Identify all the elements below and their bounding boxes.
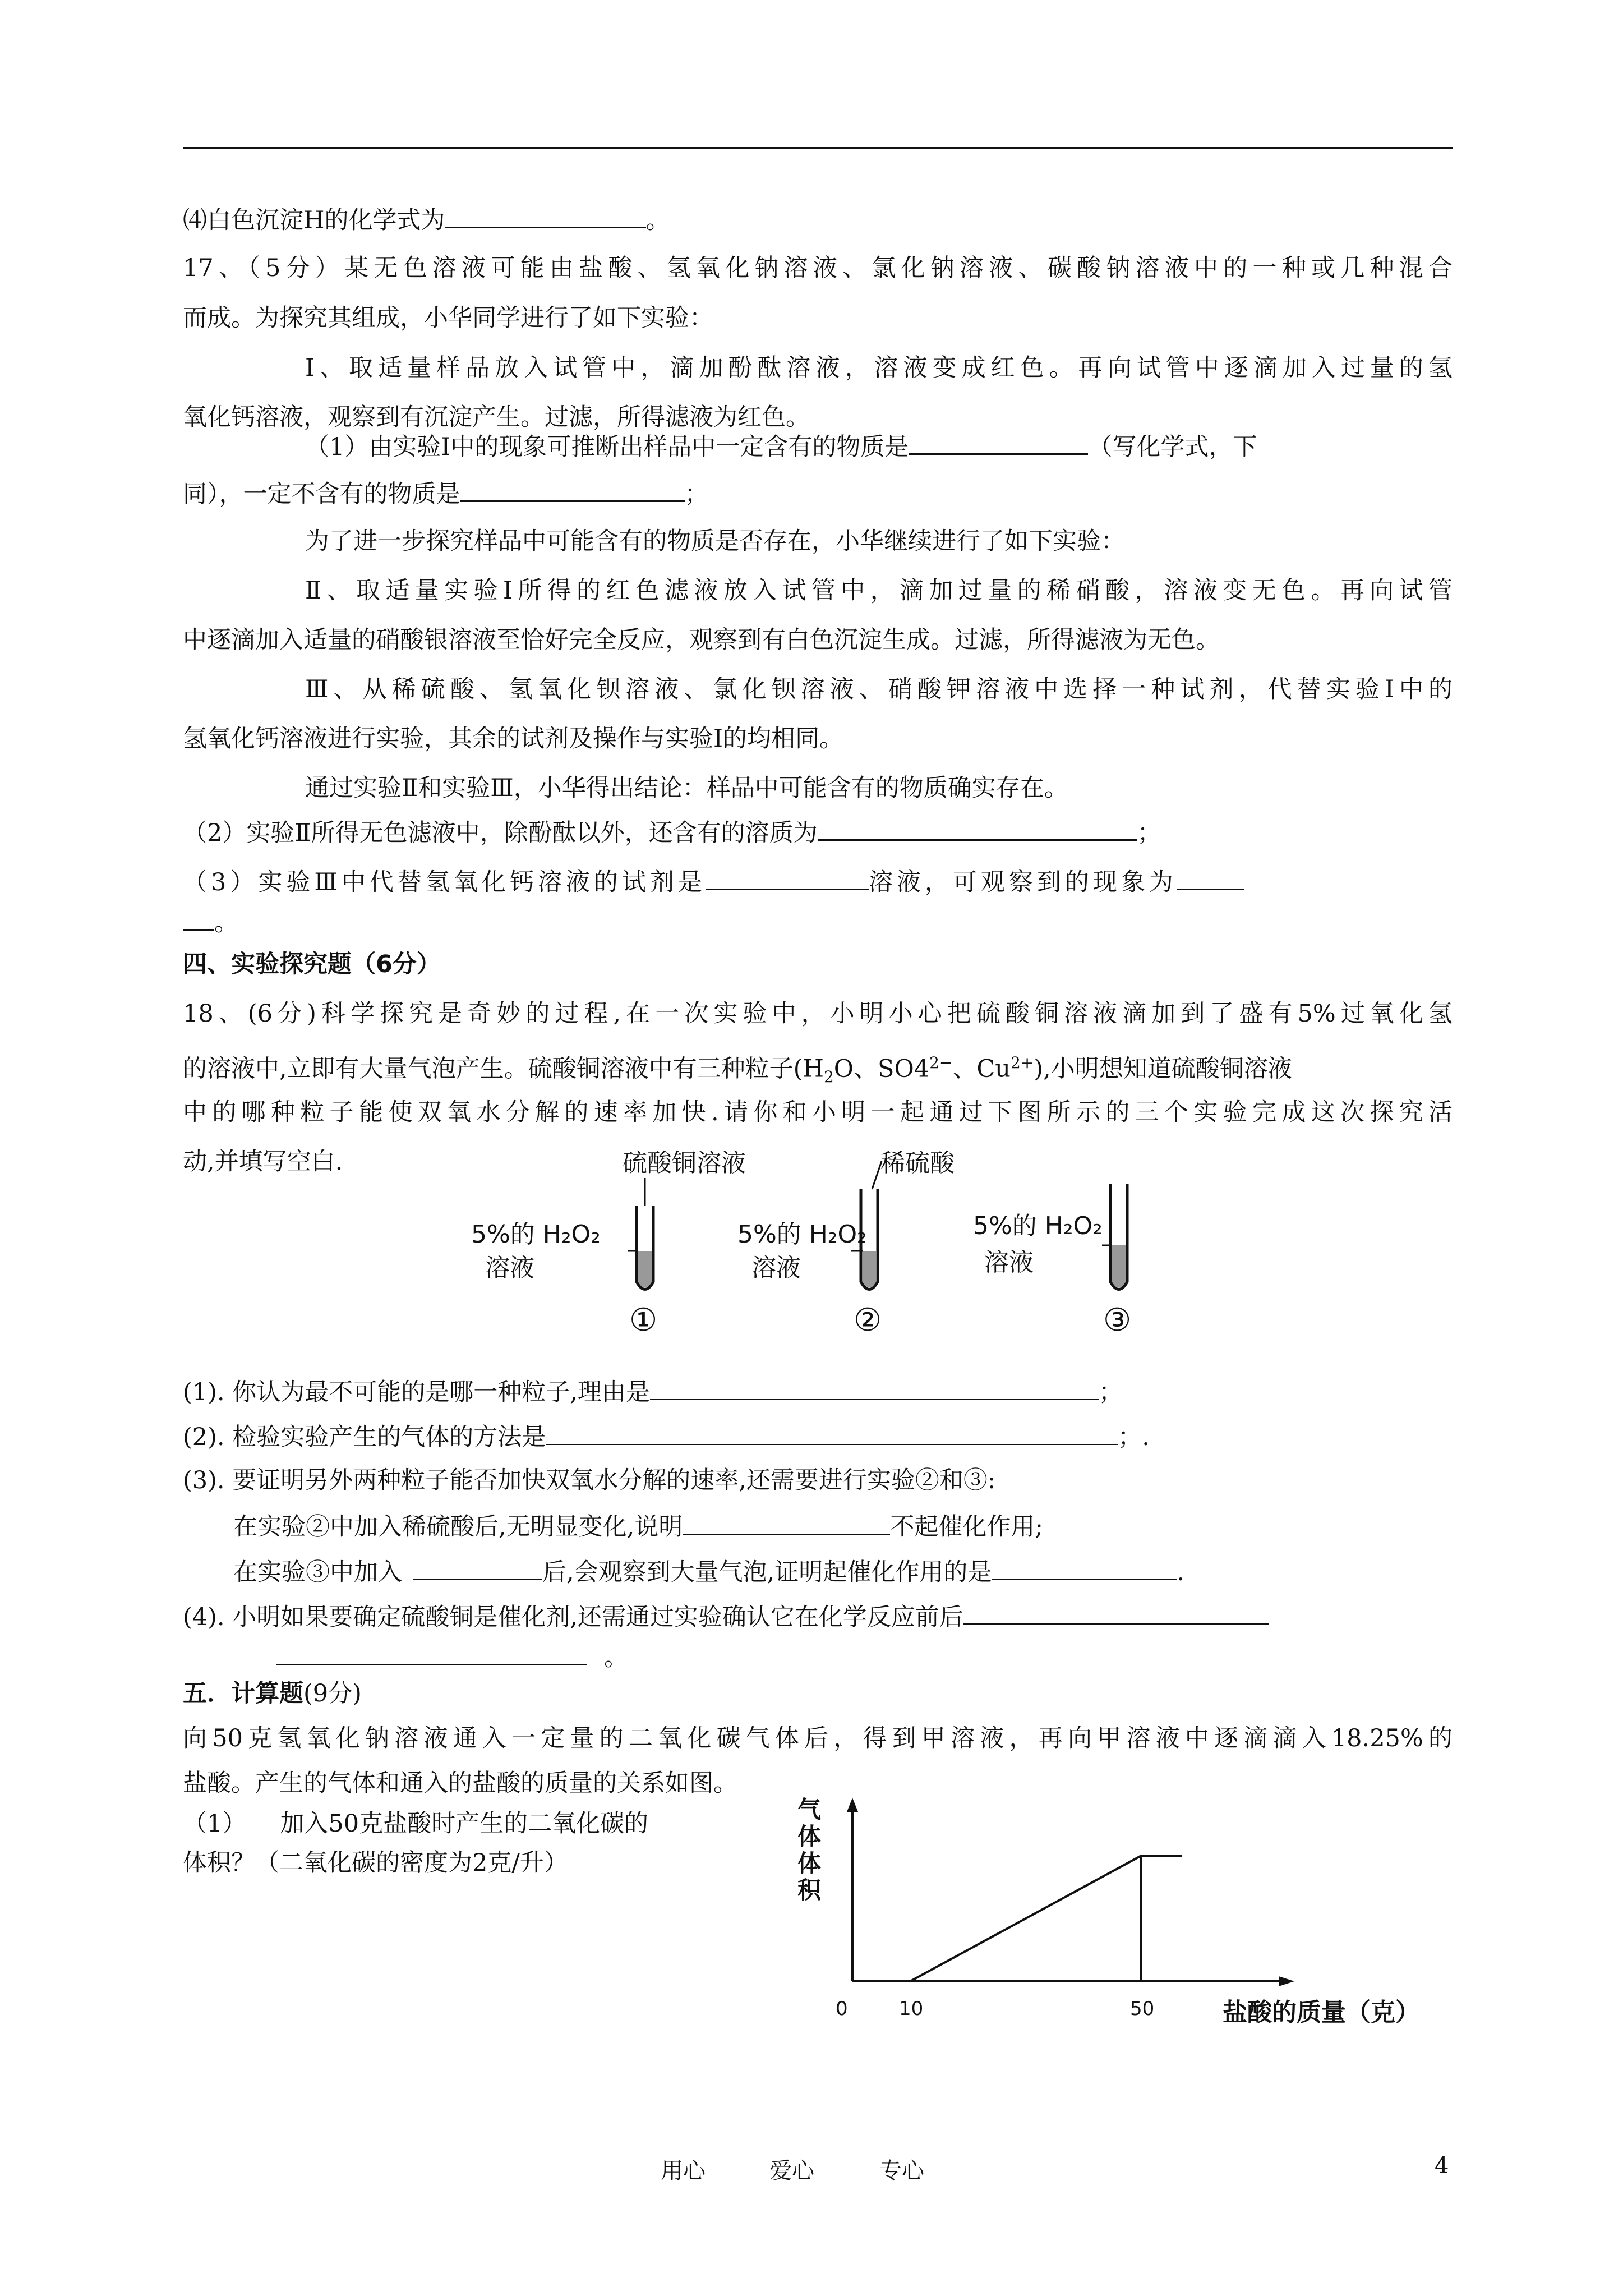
text: 。	[604, 1644, 628, 1672]
tube-1-label-1: 5%的 H₂O₂	[471, 1220, 601, 1249]
text: （2）实验Ⅱ所得无色滤液中，除酚酞以外，还含有的溶质为	[183, 819, 818, 847]
q17-line-12: 通过实验Ⅱ和实验Ⅲ，小华得出结论：样品中可能含有的物质确实存在。	[305, 774, 1068, 802]
q17-line-9: 中逐滴加入适量的硝酸银溶液至恰好完全反应，观察到有白色沉淀生成。过滤，所得滤液为无色。	[183, 626, 1220, 654]
q16-4-line	[183, 202, 670, 237]
q17-line-13	[183, 815, 1161, 849]
answer-blank[interactable]	[909, 429, 1088, 455]
y-axis-label-char: 积	[797, 1876, 822, 1904]
q17-line-8: Ⅱ、取适量实验Ⅰ所得的红色滤液放入试管中，滴加过量的稀硝酸，溶液变无色。再向试管	[305, 577, 1453, 605]
tube-1-label-2: 溶液	[485, 1254, 534, 1282]
q18-line-4: 动,并填写空白.	[183, 1148, 343, 1176]
text: （1）	[183, 1810, 247, 1838]
answer-blank[interactable]	[460, 476, 685, 502]
text: 后,会观察到大量气泡,证明起催化作用的是	[542, 1558, 992, 1586]
gas-volume-chart	[797, 1789, 1447, 2047]
tube-2-reagent-label: 稀硫酸	[880, 1149, 955, 1177]
answer-blank[interactable]	[963, 1599, 1269, 1625]
footer-center-1: 用心	[661, 2158, 706, 2184]
series-line	[852, 1856, 1182, 1981]
q18-line-2	[183, 1047, 1453, 1093]
text: O、SO4	[833, 1055, 930, 1083]
q19-line-3	[183, 1807, 648, 1840]
text: .	[1177, 1558, 1185, 1586]
q18-part-3b	[233, 1554, 1184, 1589]
q18-part-2	[183, 1419, 1150, 1453]
q19-line-1: 向50克氢氧化钠溶液通入一定量的二氧化碳气体后，得到甲溶液，再向甲溶液中逐滴滴入18.25%的	[183, 1724, 1453, 1752]
test-tube-3	[973, 1184, 1131, 1338]
q17-line-11: 氢氧化钙溶液进行实验，其余的试剂及操作与实验Ⅰ的均相同。	[183, 725, 843, 753]
page-number: 4	[1435, 2153, 1449, 2179]
footer-center-3: 专心	[879, 2158, 924, 2184]
text: （写化学式，下	[1088, 433, 1257, 461]
text: 在实验③中加入	[233, 1558, 402, 1586]
q17-line-3: Ⅰ、取适量样品放入试管中，滴加酚酞溶液，溶液变成红色。再向试管中逐滴加入过量的氢	[305, 354, 1453, 382]
x-tick-label: 10	[899, 1998, 924, 2020]
test-tube-1	[471, 1149, 746, 1338]
q17-line-10: Ⅲ、从稀硫酸、氢氧化钡溶液、氯化钡溶液、硝酸钾溶液中选择一种试剂，代替实验Ⅰ中的	[305, 675, 1453, 703]
q18-line-3: 中的哪种粒子能使双氧水分解的速率加快.请你和小明一起通过下图所示的三个实验完成这次探究活	[183, 1098, 1453, 1126]
answer-blank[interactable]	[183, 904, 214, 931]
x-tick-label: 50	[1130, 1998, 1155, 2020]
text: ⑷白色沉淀H的化学式为	[183, 206, 445, 234]
chart-axes	[797, 1796, 1420, 2027]
q19-line-4: 体积？（二氧化碳的密度为2克/升）	[183, 1849, 568, 1877]
text: 的溶液中,立即有大量气泡产生。硫酸铜溶液中有三种粒子(H	[183, 1055, 824, 1083]
q18-part-4	[183, 1599, 1269, 1634]
tube-2-label-1: 5%的 H₂O₂	[737, 1220, 867, 1249]
q18-part-3: (3). 要证明另外两种粒子能否加快双氧水分解的速率,还需要进行实验②和③:	[183, 1466, 996, 1494]
answer-blank[interactable]	[276, 1639, 587, 1665]
text: 。	[645, 206, 670, 234]
text: 在实验②中加入稀硫酸后,无明显变化,说明	[233, 1513, 683, 1541]
text: (4). 小明如果要确定硫酸铜是催化剂,还需通过实验确认它在化学反应前后	[183, 1603, 963, 1631]
q18-part-4-cont	[276, 1639, 628, 1674]
q17-line-5	[305, 429, 1257, 463]
tube-2-number: ②	[854, 1302, 882, 1338]
y-axis-label-char: 气	[797, 1796, 822, 1823]
x-axis-label: 盐酸的质量（克）	[1223, 1998, 1420, 2027]
text: 溶液，可观察到的现象为	[868, 868, 1177, 896]
section-5-heading	[183, 1677, 362, 1710]
tube-2-label-2: 溶液	[751, 1254, 801, 1282]
answer-blank[interactable]	[706, 864, 869, 890]
text: (1). 你认为最不可能的是哪一种粒子,理由是	[183, 1378, 650, 1406]
test-tube-2	[737, 1149, 955, 1338]
text: 五．计算题	[183, 1680, 303, 1708]
y-axis-label-char: 体	[797, 1849, 822, 1877]
superscript: 2−	[929, 1053, 953, 1072]
answer-blank[interactable]	[413, 1554, 542, 1580]
text: 不起催化作用;	[890, 1513, 1043, 1541]
text: (2). 检验实验产生的气体的方法是	[183, 1423, 546, 1451]
text: ；	[684, 480, 709, 508]
y-axis-label-char: 体	[797, 1823, 822, 1850]
q18-line-1: 18、(6分)科学探究是奇妙的过程,在一次实验中，小明小心把硫酸铜溶液滴加到了盛有5%过氧化氢	[183, 1000, 1453, 1028]
q17-line-6	[183, 476, 709, 510]
x-tick-label: 0	[836, 1998, 848, 2020]
q17-line-4: 氧化钙溶液，观察到有沉淀产生。过滤，所得滤液为红色。	[183, 403, 810, 431]
subscript: 2	[823, 1067, 834, 1086]
text: (9分)	[303, 1680, 362, 1708]
answer-blank[interactable]	[992, 1554, 1177, 1580]
tube-3-number: ③	[1103, 1302, 1132, 1338]
text: 同），一定不含有的物质是	[183, 480, 460, 508]
q17-line-7: 为了进一步探究样品中可能含有的物质是否存在，小华继续进行了如下实验：	[305, 527, 1125, 555]
y-axis-arrow	[847, 1798, 858, 1812]
q17-line-2: 而成。为探究其组成，小华同学进行了如下实验：	[183, 304, 713, 332]
answer-blank[interactable]	[650, 1374, 1099, 1400]
chart-marks	[852, 1856, 1182, 1981]
tube-3-label-1: 5%的 H₂O₂	[973, 1212, 1103, 1240]
text: （3）实验Ⅲ中代替氢氧化钙溶液的试剂是	[183, 868, 706, 896]
answer-blank[interactable]	[818, 815, 1137, 841]
q17-line-15	[183, 904, 238, 939]
text: ；	[1137, 819, 1161, 847]
answer-blank[interactable]	[683, 1509, 890, 1535]
tube-1-reagent-label: 硫酸铜溶液	[623, 1149, 746, 1177]
text: （1）由实验Ⅰ中的现象可推断出样品中一定含有的物质是	[305, 433, 909, 461]
q18-part-1	[183, 1374, 1123, 1409]
tube-3-label-2: 溶液	[984, 1248, 1034, 1277]
q18-part-3a	[233, 1509, 1043, 1543]
text: ；.	[1118, 1423, 1150, 1451]
x-axis-arrow	[1279, 1976, 1294, 1986]
text: 。	[214, 909, 238, 937]
q17-line-14	[183, 864, 1244, 899]
superscript: 2+	[1011, 1053, 1034, 1072]
footer-center-2: 爱心	[769, 2158, 814, 2184]
text: 、Cu	[952, 1055, 1011, 1083]
tube-1-number: ①	[629, 1302, 658, 1338]
q19-line-2: 盐酸。产生的气体和通入的盐酸的质量的关系如图。	[183, 1769, 737, 1797]
text: ；	[1098, 1378, 1123, 1406]
answer-blank[interactable]	[1177, 864, 1244, 890]
section-4-heading: 四、实验探究题（6分）	[183, 950, 441, 978]
text: ),小明想知道硫酸铜溶液	[1034, 1055, 1292, 1083]
test-tube-figure	[460, 1139, 1161, 1346]
q17-line-1: 17、（5分）某无色溶液可能由盐酸、氢氧化钠溶液、氯化钠溶液、碳酸钠溶液中的一种或几种混合	[183, 254, 1453, 282]
answer-blank[interactable]	[445, 202, 646, 228]
text: 加入50克盐酸时产生的二氧化碳的	[280, 1810, 649, 1838]
header-rule	[183, 147, 1453, 149]
answer-blank[interactable]	[546, 1419, 1118, 1445]
